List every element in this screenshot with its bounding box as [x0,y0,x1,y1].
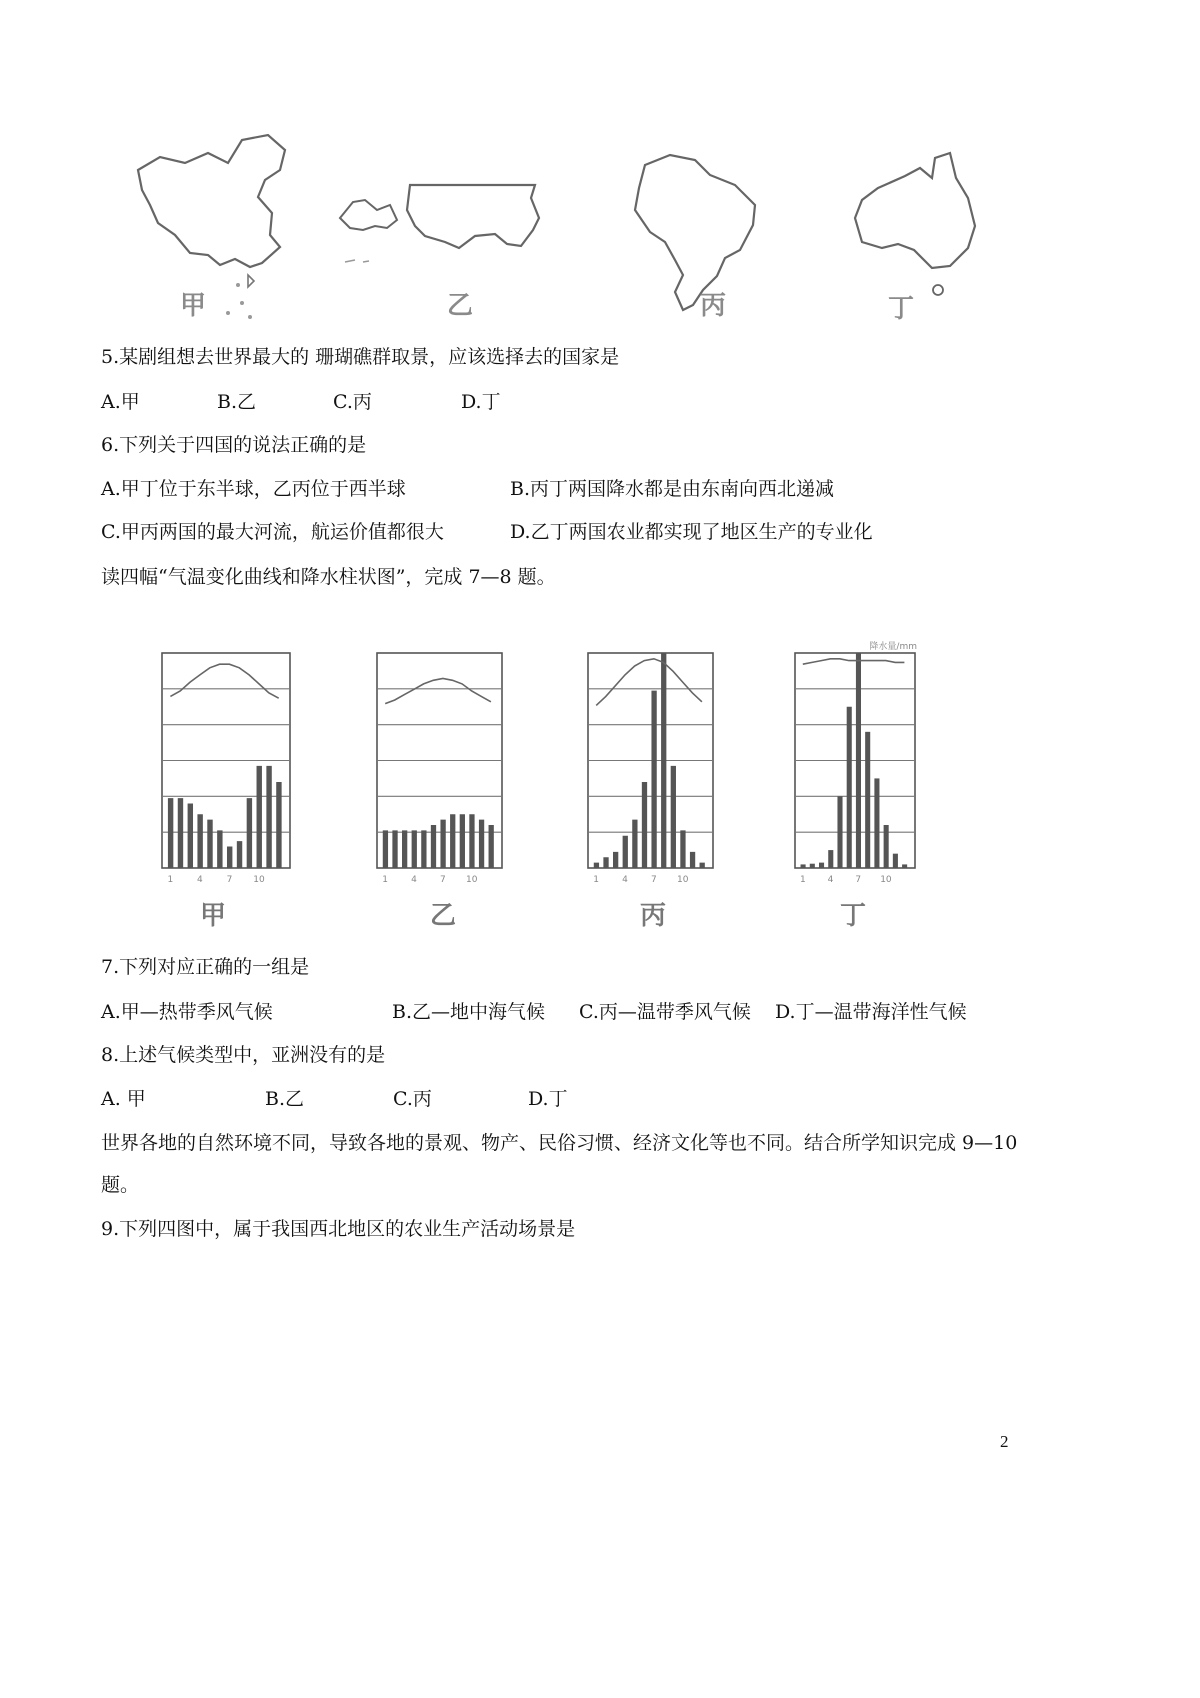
precip-bar [810,864,815,868]
australia-outline [850,148,980,308]
month-tick-label: 10 [880,875,892,885]
q7-option-c: C.丙—温带季风气候 [579,1001,751,1023]
q5-option-d: D.丁 [461,391,501,413]
precip-bar [217,830,222,868]
precip-bar [479,820,484,868]
month-tick-label: 10 [676,875,689,885]
precip-bar [207,820,212,868]
precip-bar [902,864,907,868]
month-tick-label: 4 [827,875,834,885]
precip-bar [383,830,388,868]
month-tick-label: 7 [439,875,446,885]
map-australia [850,148,980,308]
month-tick-label: 7 [226,875,233,885]
precip-bar [227,847,232,869]
climate-chart-bing [580,635,730,885]
precip-bar [856,653,861,868]
precip-bar [893,854,898,868]
climate-chart-bing-svg [580,635,730,885]
month-tick-label: 4 [411,875,417,885]
precip-bar [828,850,833,868]
precip-bar [247,798,252,868]
precip-bar [440,820,445,868]
q7-option-d: D.丁—温带海洋性气候 [775,1001,967,1023]
q8-option-c: C.丙 [393,1088,432,1110]
precip-bar [421,830,426,868]
q5-option-b: B.乙 [217,391,257,413]
month-tick-label: 4 [622,875,628,885]
precip-bar [431,825,436,868]
precip-bar [623,836,628,868]
chart-label-jia: 甲 [200,901,227,931]
q6-option-a: A.甲丁位于东半球，乙丙位于西半球 [101,478,406,500]
precip-bar [801,864,806,868]
precip-bar [671,766,676,868]
precip-bar [450,814,455,868]
map-china [130,135,310,335]
page-number: 2 [1000,1432,1009,1451]
brazil-outline [625,150,765,320]
precip-bar [700,863,705,868]
precip-bar [188,804,193,869]
map-usa [335,170,545,270]
q6-option-d: D.乙丁两国农业都实现了地区生产的专业化 [510,521,873,543]
chart-label-bing: 丙 [640,901,667,931]
precip-bar [884,825,889,868]
map-label-bing: 丙 [700,291,727,321]
intro-9-10-line2: 题。 [101,1174,140,1196]
map-label-yi: 乙 [447,291,474,321]
precip-bar [594,863,599,868]
precip-bar [819,863,824,868]
temperature-curve [170,664,278,698]
month-tick-label: 10 [253,875,265,885]
map-label-jia: 甲 [180,291,207,321]
precip-bar [178,798,183,868]
climate-chart-ding-svg [785,635,960,885]
q7-stem: 7.下列对应正确的一组是 [101,956,310,978]
q5-stem: 5.某剧组想去世界最大的 珊瑚礁群取景，应该选择去的国家是 [101,346,620,368]
q7-option-b: B.乙—地中海气候 [392,1001,546,1023]
precip-bar [642,782,647,868]
precip-bar [412,830,417,868]
month-tick-label: 1 [382,875,389,885]
precip-bar [402,830,407,868]
temperature-curve [596,659,702,706]
month-tick-label: 7 [650,875,657,885]
q7-option-a: A.甲—热带季风气候 [101,1001,273,1023]
precip-bar [661,653,666,868]
precip-bar [603,857,608,868]
precip-bar [469,814,474,868]
intro-7-8: 读四幅“气温变化曲线和降水柱状图”，完成 7—8 题。 [101,566,556,588]
precip-bar [460,814,465,868]
chart-label-ding: 丁 [840,901,867,931]
q6-option-b: B.丙丁两国降水都是由东南向西北递减 [510,478,835,500]
usa-outline [335,170,545,270]
q8-option-d: D.丁 [528,1088,568,1110]
precip-bar [197,814,202,868]
precip-bar [680,830,685,868]
precip-bar [690,852,695,868]
q8-option-a: A. 甲 [101,1088,146,1110]
q9-stem: 9.下列四图中，属于我国西北地区的农业生产活动场景是 [101,1218,576,1240]
q8-option-b: B.乙 [265,1088,305,1110]
climate-chart-jia [120,635,325,885]
month-tick-label: 10 [465,875,478,885]
precip-bar [847,707,852,868]
climate-chart-yi-svg [365,635,515,885]
q8-stem: 8.上述气候类型中，亚洲没有的是 [101,1044,386,1066]
month-tick-label: 1 [799,875,806,885]
intro-9-10-line1: 世界各地的自然环境不同，导致各地的景观、物产、民俗习惯、经济文化等也不同。结合所学知识完成 9—10 [101,1132,1018,1154]
month-tick-label: 1 [167,875,174,885]
precip-bar [489,825,494,868]
map-brazil [625,150,765,320]
precip-bar [613,852,618,868]
month-tick-label: 4 [197,875,203,885]
precip-bar [392,830,397,868]
precip-bar [276,782,281,868]
climate-chart-yi [365,635,515,885]
chart-label-yi: 乙 [430,901,457,931]
map-label-ding: 丁 [888,294,915,324]
precip-bar [266,766,271,868]
precip-bar [874,778,879,868]
precip-bar [168,798,173,868]
precip-bar [865,732,870,868]
q5-option-a: A.甲 [101,391,140,413]
month-tick-label: 1 [593,875,600,885]
precip-axis-label: 降水量/mm [869,642,917,652]
precip-bar [632,820,637,868]
q6-option-c: C.甲丙两国的最大河流，航运价值都很大 [101,521,444,543]
temperature-curve [803,659,905,664]
q6-stem: 6.下列关于四国的说法正确的是 [101,434,367,456]
climate-chart-ding [785,635,960,885]
china-outline [130,135,310,335]
climate-chart-jia-svg [120,635,325,885]
precip-bar [257,766,262,868]
precip-bar [237,841,242,868]
precip-bar [837,796,842,868]
temperature-curve [385,679,491,704]
q5-option-c: C.丙 [333,391,372,413]
month-tick-label: 7 [855,875,862,885]
precip-bar [651,691,656,868]
